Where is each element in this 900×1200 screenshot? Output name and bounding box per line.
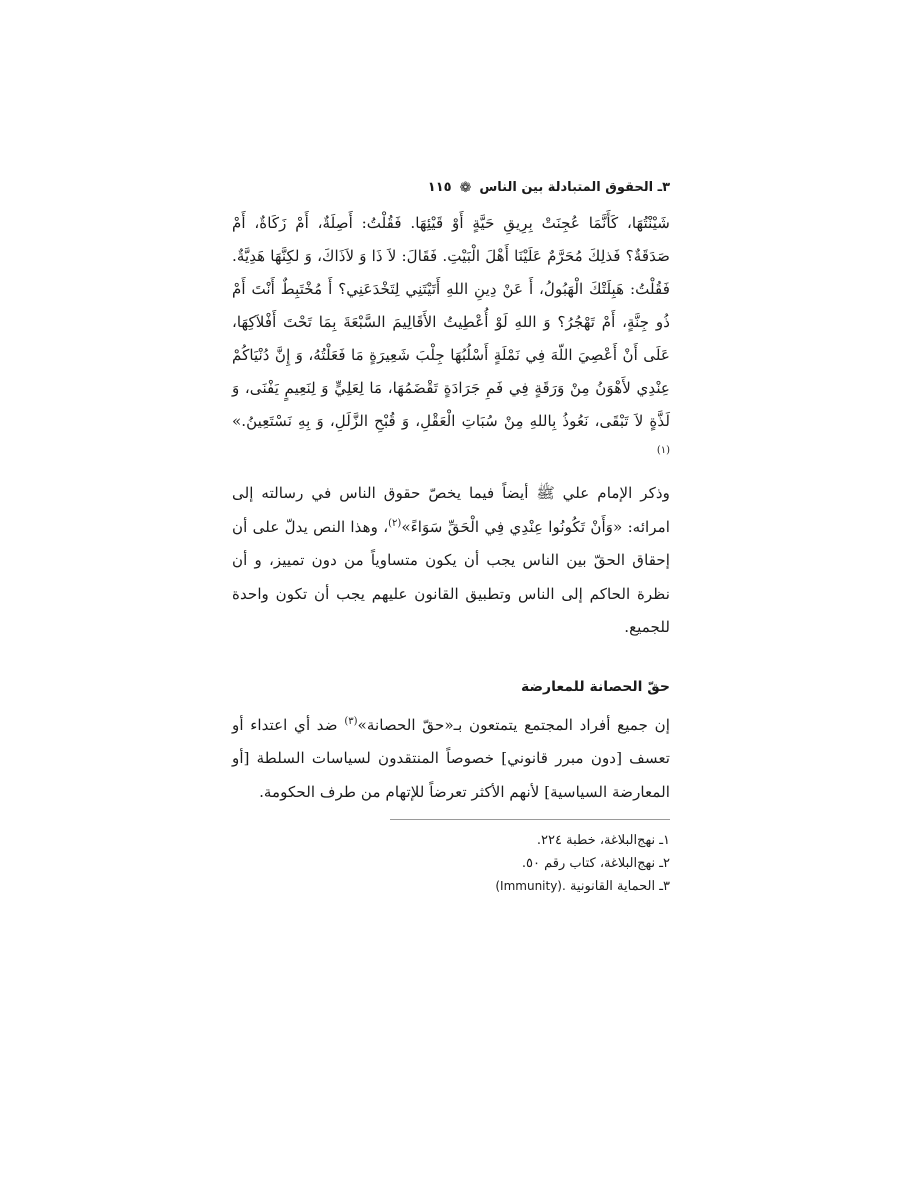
paragraph-1-text-a: وذكر الإمام علي ﷺ أيضاً فيما يخصّ حقوق الناس في رسالته إلى امرائه: «وَأَنْ تَكُونُوا عِنْدِي فِي الْحَقِّ سَوَاءً» [232, 484, 671, 536]
footnote-2: ٢ـ نهج‌البلاغة، كتاب رقم ٥٠. [521, 856, 670, 871]
paragraph-1-text-b: ، وهذا النص يدلّ على أن إحقاق الحقّ بين الناس يجب أن يكون متساوياً من دون تمييز، و أن نظرة الحاكم إلى الناس وتطبيق القانون عليهم يجب أن تكون واحدة للجميع. [232, 517, 670, 636]
paragraph-2-text-b: ضد أي اعتداء أو تعسف [دون مبرر قانوني] خصوصاً المنتقدون لسياسات السلطة [أو المعارضة السياسية] لأنهم الأكثر تعرضاً للإتهام من طرف الحكومة. [232, 715, 670, 801]
footnote-ref-2: (٢) [388, 517, 402, 529]
book-page [232, 180, 670, 898]
paragraph-imam-ali [232, 477, 670, 645]
quoted-passage-text: شَيْنْتُهَا، كَأَنَّمَا عُجِنَتْ بِرِيقِ حَيَّةٍ أَوْ قَيْئِهَا. فَقُلْتُ: أَصِلَةٌ، أَمْ زَكَاةٌ، أَمْ صَدَقَةٌ؟ فَذلِكَ مُحَرَّمٌ عَلَيْنَا أَهْلَ الْبَيْتِ. فَقَالَ: لاَ ذَا وَ لاَذَاكَ، وَ لكِنَّهَا هَدِيَّةٌ. فَقُلْتُ: هَبِلَتْكَ الْهَبُولُ، أَ عَنْ دِينِ اللهِ أَتَيْتَنِي لِتَخْدَعَنِي؟ أَ مُخْتَبِطٌ أَنْتَ أَمْ ذُو جِنَّةٍ، أَمْ تَهْجُرُ؟ وَ اللهِ لَوْ أُعْطِيتُ الأَقَالِيمَ السَّبْعَةَ بِمَا تَحْتَ أَفْلاَكِهَا، عَلَى أَنْ أَعْصِيَ اللّهَ فِي نَمْلَةٍ أَسْلُبُهَا جِلْبَ شَعِيرَةٍ مَا فَعَلْتُهُ، وَ إِنَّ دُنْيَاكُمْ عِنْدِي لأَهْوَنُ مِنْ وَرَقَةٍ فِي فَمِ جَرَادَةٍ تَقْضَمُهَا، مَا لِعَلِيٍّ وَ لِنَعِيمٍ يَفْنَى، وَ لَذَّةٍ لاَ تَبْقَى، نَعُوذُ بِاللهِ مِنْ سُبَاتِ الْعَقْلِ، وَ قُبْحِ الزَّلَلِ، وَ بِهِ نَسْتَعِينُ.» [232, 214, 670, 430]
running-header [232, 180, 670, 195]
paragraph-immunity [232, 709, 670, 810]
quoted-passage [232, 207, 670, 471]
footnote-divider [390, 819, 670, 820]
paragraph-2-text-a: إن جميع أفراد المجتمع يتمتعون بـ«حقّ الحصانة» [357, 715, 670, 734]
footnote-3-text: ٣ـ الحماية القانونية [569, 879, 670, 894]
section-heading: حقّ الحصانة للمعارضة [521, 678, 670, 695]
footnote-ref-1: (١) [656, 444, 670, 456]
chapter-title: ٣ـ الحقوق المتبادلة بين الناس [479, 180, 670, 195]
page-number: ١١٥ [427, 180, 452, 195]
flower-ornament-icon: ❁ [459, 179, 472, 196]
footnote-ref-3: (٣) [344, 715, 358, 727]
footnote-3 [232, 875, 670, 898]
footnote-1: ١ـ نهج‌البلاغة، خطبة ٢٢٤. [536, 833, 670, 848]
footnote-3-latin: (Immunity). [495, 879, 566, 893]
footnotes [232, 829, 670, 898]
